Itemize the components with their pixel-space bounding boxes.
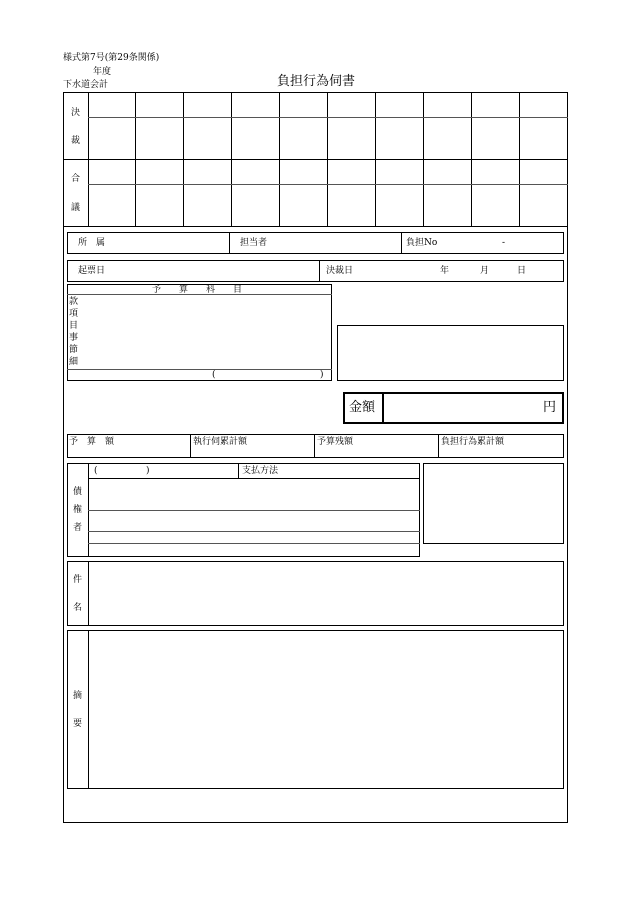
burden-no-label: 負担No [406, 238, 438, 248]
executed-total-label: 執行伺累計額 [193, 437, 248, 447]
budget-amount-label: 予 算 額 [69, 437, 115, 447]
creditor-paren-open: ( [94, 466, 98, 476]
burden-no-dash: - [502, 238, 506, 248]
budget-item-kan: 款 [69, 297, 79, 307]
budget-subject-header: 予 算 科 目 [152, 285, 243, 295]
amount-box [343, 392, 564, 424]
budget-balance-label: 予算残額 [317, 437, 354, 447]
creditor-char-2: 権 [73, 505, 83, 515]
budget-item-setsu: 節 [69, 345, 79, 355]
summary-char-2: 要 [73, 719, 83, 729]
decision-char-1: 決 [71, 108, 81, 118]
creditor-char-3: 者 [73, 523, 83, 533]
year-char: 年 [440, 266, 450, 276]
budget-item-moku: 目 [69, 321, 79, 331]
subject-char-1: 件 [73, 575, 83, 585]
burden-total-label: 負担行為累計額 [441, 437, 505, 447]
creditor-paren-close: ) [146, 466, 150, 476]
budget-paren-open: ( [212, 370, 216, 380]
budget-item-kou: 項 [69, 309, 79, 319]
budget-subject-box [67, 284, 332, 381]
subject-box [67, 561, 564, 626]
decision-date-label: 決裁日 [326, 266, 354, 276]
fiscal-year-label: 年度 [93, 67, 112, 77]
blank-side-box [423, 463, 564, 544]
amount-unit: 円 [543, 400, 557, 415]
budget-paren-close: ) [320, 370, 324, 380]
form-number: 様式第7号(第29条関係) [63, 53, 160, 63]
decision-char-2: 裁 [71, 136, 81, 146]
summary-char-1: 摘 [73, 691, 83, 701]
amount-label: 金額 [349, 400, 376, 415]
department-label: 所 属 [78, 238, 106, 248]
issue-date-label: 起票日 [78, 266, 106, 276]
payment-method-label: 支払方法 [242, 466, 279, 476]
account-label: 下水道会計 [63, 80, 109, 90]
dates-row [67, 260, 564, 282]
form-title: 負担行為伺書 [277, 74, 356, 89]
department-row [67, 232, 564, 254]
consult-char-1: 合 [71, 174, 81, 184]
consult-char-2: 議 [71, 203, 81, 213]
blank-note-box [337, 325, 564, 381]
budget-item-sai: 細 [69, 357, 79, 367]
staff-label: 担当者 [240, 238, 268, 248]
subject-char-2: 名 [73, 603, 83, 613]
summary-box [67, 630, 564, 789]
day-char: 日 [517, 266, 527, 276]
budget-item-ji: 事 [69, 333, 79, 343]
creditor-char-1: 債 [73, 487, 83, 497]
month-char: 月 [480, 266, 490, 276]
